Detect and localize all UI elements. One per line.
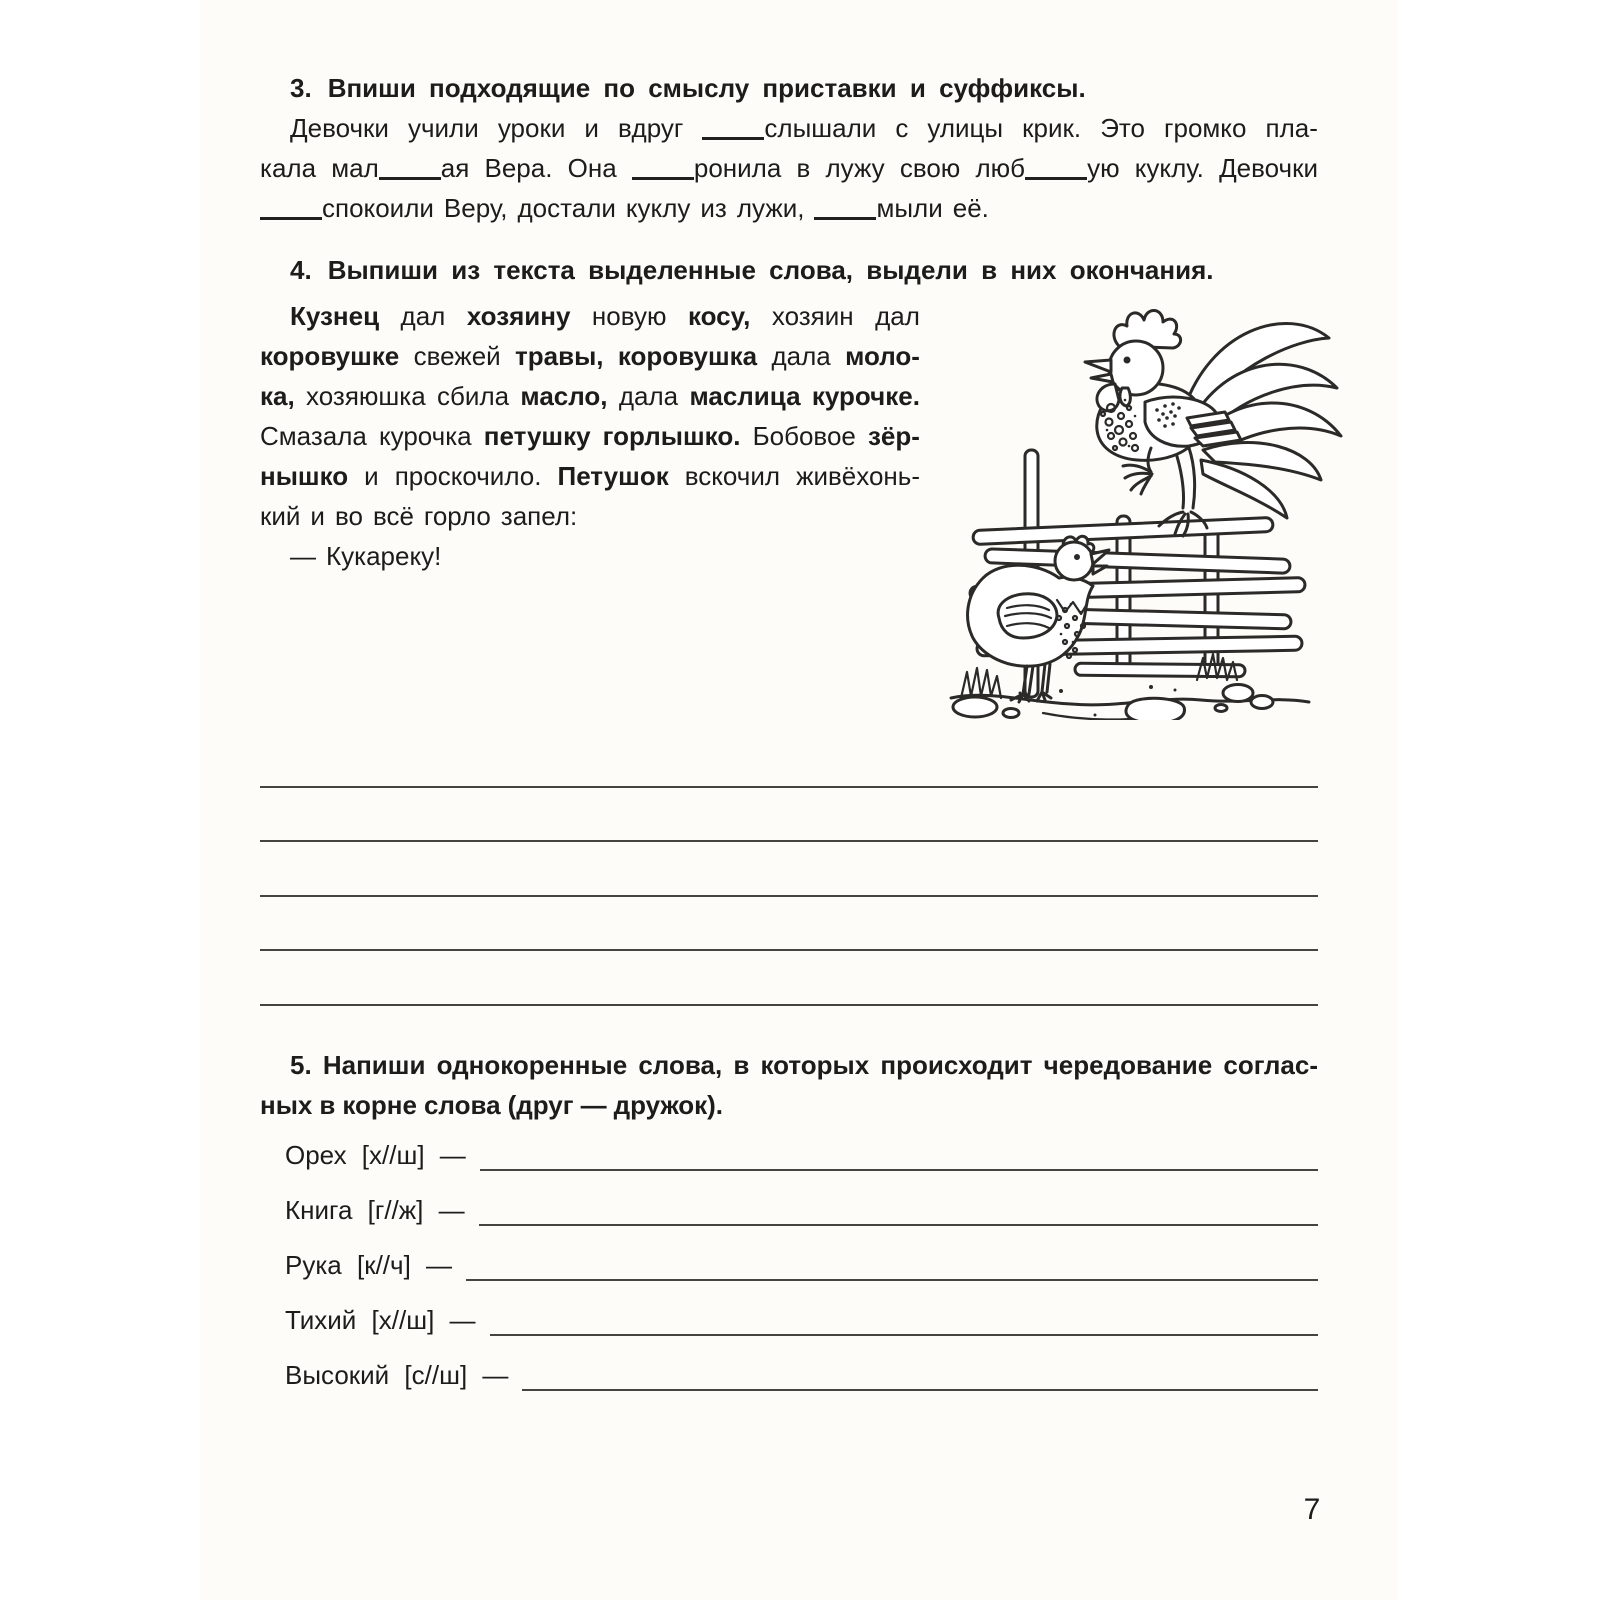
- highlighted-word: Кузнец: [290, 301, 380, 331]
- word: дал: [875, 301, 920, 331]
- highlighted-word: ных: [260, 1090, 313, 1120]
- grass-tuft-left: [961, 668, 1001, 698]
- answer-line: [522, 1389, 1318, 1391]
- word: кий: [260, 501, 301, 531]
- answer-line: [260, 897, 1318, 952]
- word: слышали: [702, 108, 876, 148]
- exercise-number: 3.: [290, 73, 312, 103]
- answer-line: [480, 1169, 1318, 1171]
- highlighted-word: в: [733, 1050, 750, 1080]
- exercise-title-text: Выпиши из текста выделенные слова, выдели в них окончания.: [327, 255, 1214, 285]
- word: Вера.: [484, 153, 553, 183]
- word: улицы: [927, 113, 1004, 143]
- highlighted-word: хозяину: [466, 301, 571, 331]
- text-line: [260, 188, 1318, 228]
- word-label: Рука [к//ч] —: [285, 1250, 453, 1280]
- exercise-5-title: [260, 1045, 1318, 1125]
- highlighted-word: слова,: [638, 1050, 723, 1080]
- word: Бобовое: [752, 421, 856, 451]
- word-label: Книга [г//ж] —: [285, 1195, 465, 1225]
- hen-head: [1055, 542, 1093, 580]
- stone: [1126, 698, 1184, 720]
- highlighted-word: масло,: [520, 381, 608, 411]
- highlighted-word: курочке.: [811, 381, 920, 411]
- word: дал: [400, 301, 446, 331]
- word-pair-row: [285, 1238, 1318, 1293]
- word: дала: [618, 381, 679, 411]
- word: и: [310, 501, 325, 531]
- answer-lines-section: [260, 733, 1318, 1006]
- word: в: [796, 153, 811, 183]
- word: дала: [771, 341, 831, 371]
- text-line: [260, 376, 920, 416]
- highlighted-word: однокоренные: [436, 1050, 628, 1080]
- rooster-hen-fence-illustration: [925, 300, 1355, 720]
- word-pair-row: [285, 1348, 1318, 1403]
- word: и: [364, 461, 379, 491]
- word: —: [290, 541, 316, 571]
- word: вскочил: [684, 461, 781, 491]
- highlighted-word: (друг: [507, 1090, 574, 1120]
- text-line: [260, 336, 920, 376]
- text-line: [260, 496, 920, 536]
- text-line: [260, 148, 1318, 188]
- highlighted-word: корне: [342, 1090, 417, 1120]
- page-number: 7: [1303, 1493, 1321, 1526]
- highlighted-word: коровушка: [617, 341, 758, 371]
- stone: [953, 697, 997, 717]
- word: мыли: [814, 188, 942, 228]
- blank-field: [814, 209, 876, 220]
- text-line: [260, 536, 920, 576]
- word: запел:: [500, 501, 578, 531]
- answer-line: [490, 1334, 1318, 1336]
- rooster-leg: [1175, 448, 1195, 508]
- word: хозяин: [771, 301, 854, 331]
- word: с: [895, 113, 909, 143]
- exercise-4-text: [260, 296, 920, 576]
- word: куклу: [625, 193, 691, 223]
- blank-field: [632, 169, 694, 180]
- word: уроки: [497, 113, 566, 143]
- highlighted-word: —: [580, 1090, 607, 1120]
- highlighted-word: петушку: [483, 421, 591, 451]
- word: во: [334, 501, 363, 531]
- highlighted-word: моло-: [845, 341, 920, 371]
- word-pair-row: [285, 1128, 1318, 1183]
- blank-field: [379, 169, 441, 180]
- exercise-4: [290, 250, 1213, 290]
- blank-field: [260, 209, 322, 220]
- answer-line: [466, 1279, 1318, 1281]
- word-label: Орех [х//ш] —: [285, 1140, 466, 1170]
- word: Это: [1100, 113, 1145, 143]
- word: свою: [899, 153, 961, 183]
- answer-line: [260, 788, 1318, 843]
- word: всё: [372, 501, 414, 531]
- stone: [1003, 709, 1019, 718]
- rooster: [1085, 310, 1341, 536]
- word: громко: [1164, 113, 1247, 143]
- word: пла-: [1265, 113, 1318, 143]
- answer-line: [260, 951, 1318, 1006]
- word: Девочки: [1219, 153, 1318, 183]
- exercise-number: 4.: [290, 255, 312, 285]
- answer-line: [260, 733, 1318, 788]
- answer-line: [479, 1224, 1318, 1226]
- highlighted-word: которых: [760, 1050, 870, 1080]
- word: хозяюшка: [306, 381, 426, 411]
- word: куклу.: [1134, 153, 1204, 183]
- highlighted-word: косу,: [687, 301, 751, 331]
- word: Кукареку!: [326, 541, 442, 571]
- word: спокоили: [260, 188, 434, 228]
- word: Девочки: [290, 113, 389, 143]
- highlighted-word: Напиши: [322, 1050, 426, 1080]
- word: из: [700, 193, 727, 223]
- highlighted-word: травы,: [515, 341, 604, 371]
- highlighted-word: нышко: [260, 461, 349, 491]
- highlighted-word: Петушок: [557, 461, 669, 491]
- exercise-3-text: [260, 108, 1318, 228]
- word: её.: [952, 193, 989, 223]
- text-line: [260, 296, 920, 336]
- word: Она: [567, 153, 617, 183]
- word-label: Тихий [х//ш] —: [285, 1305, 476, 1335]
- hen-eye: [1074, 554, 1080, 560]
- highlighted-word: происходит: [880, 1050, 1033, 1080]
- highlighted-word: соглас-: [1223, 1050, 1318, 1080]
- rooster-eye: [1124, 357, 1131, 364]
- word: люб ую: [975, 153, 1120, 183]
- word: живёхонь-: [796, 461, 920, 491]
- blank-field: [702, 129, 764, 140]
- text-line: [260, 1045, 1318, 1085]
- word-pair-row: [285, 1293, 1318, 1348]
- word: кала: [260, 153, 317, 183]
- exercise-3: [290, 68, 1086, 108]
- highlighted-word: слова: [423, 1090, 501, 1120]
- word: Веру,: [443, 193, 508, 223]
- highlighted-word: зёр-: [868, 421, 920, 451]
- stone: [1223, 685, 1253, 702]
- highlighted-word: в: [319, 1090, 336, 1120]
- highlighted-word: горлышко.: [602, 421, 741, 451]
- text-line: [260, 1085, 1318, 1125]
- text-line: [260, 108, 1318, 148]
- word: новую: [591, 301, 667, 331]
- word: горло: [423, 501, 491, 531]
- word: учили: [407, 113, 479, 143]
- word: крик.: [1022, 113, 1082, 143]
- highlighted-word: 5.: [290, 1050, 312, 1080]
- highlighted-word: ка,: [260, 381, 295, 411]
- word: и: [584, 113, 599, 143]
- word: Смазала: [260, 421, 367, 451]
- text-line: [260, 416, 920, 456]
- word: ронила: [632, 148, 781, 188]
- word: свежей: [413, 341, 501, 371]
- exercise-4-title: [290, 250, 1213, 290]
- blank-field: [1025, 169, 1087, 180]
- stone: [1251, 696, 1273, 709]
- highlighted-word: дружок).: [613, 1090, 723, 1120]
- word-pair-row: [285, 1183, 1318, 1238]
- word: курочка: [378, 421, 472, 451]
- word: сбила: [437, 381, 510, 411]
- exercise-5-word-list: [285, 1128, 1318, 1403]
- text-line: [260, 456, 920, 496]
- word-label: Высокий [с//ш] —: [285, 1360, 509, 1390]
- exercise-3-title: [290, 68, 1086, 108]
- rooster-beak: [1085, 360, 1111, 372]
- word: лужи,: [736, 193, 805, 223]
- word: проскочило.: [394, 461, 542, 491]
- word: мал ая: [331, 153, 470, 183]
- highlighted-word: коровушке: [260, 341, 400, 371]
- answer-line: [260, 842, 1318, 897]
- stone: [1215, 705, 1227, 712]
- exercise-title-text: Впиши подходящие по смыслу приставки и суффиксы.: [327, 73, 1086, 103]
- highlighted-word: чередование: [1043, 1050, 1213, 1080]
- word: лужу: [825, 153, 885, 183]
- highlighted-word: маслица: [689, 381, 801, 411]
- word: достали: [517, 193, 616, 223]
- word: вдруг: [618, 113, 684, 143]
